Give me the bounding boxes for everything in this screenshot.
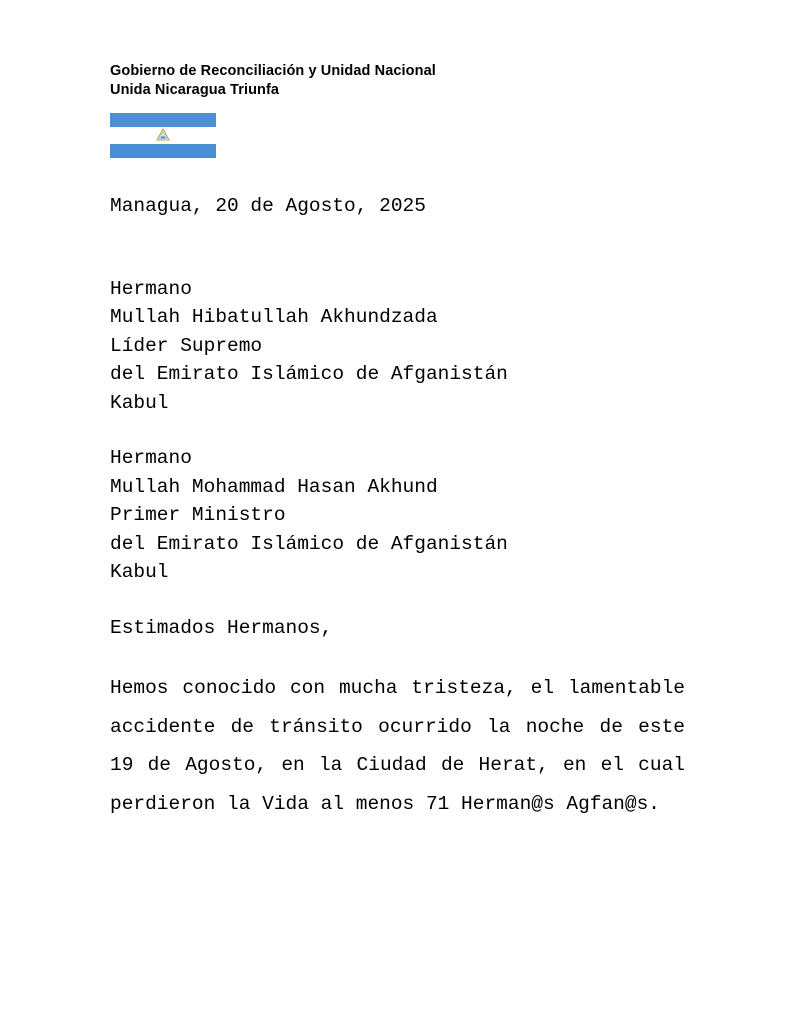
nicaragua-flag-icon [110, 113, 216, 158]
addressee-1-city: Kabul [110, 391, 169, 414]
flag-emblem-icon [156, 128, 171, 142]
addressee-1-title: Líder Supremo [110, 334, 263, 357]
letterhead-line-1: Gobierno de Reconciliación y Unidad Nacional [110, 63, 436, 79]
addressee-2-salutation: Hermano [110, 447, 192, 469]
paragraph-1 [110, 669, 685, 823]
dateline-text: Managua, 20 de Agosto, 2025 [110, 195, 426, 217]
flag-stripe-bottom [110, 144, 216, 158]
letter-body [110, 192, 690, 823]
addressee-2-name: Mullah Mohammad Hasan Akhund [110, 475, 438, 498]
document-content [110, 62, 690, 823]
addressee-block-2 [110, 444, 690, 587]
addressee-block-1 [110, 275, 690, 418]
greeting [110, 614, 690, 643]
addressee-1-organization: del Emirato Islámico de Afganistán [110, 363, 508, 385]
paragraph-1-text: Hemos conocido con mucha tristeza, el lamentable accidente de tránsito ocurrido la noche de este 19 de Agosto, en la Ciudad de Herat, en el cual perdieron la Vida al menos 71 Herman@s Agfan@s. [110, 677, 685, 815]
addressee-1-salutation: Hermano [110, 277, 192, 300]
flag-stripe-top [110, 113, 216, 127]
letterhead-line-2: Unida Nicaragua Triunfa [110, 82, 280, 98]
addressee-2-title: Primer Ministro [110, 504, 286, 526]
addressee-1-name: Mullah Hibatullah Akhundzada [110, 306, 438, 328]
addressee-2-city: Kabul [110, 561, 169, 583]
dateline [110, 192, 690, 221]
spacer-1 [110, 248, 690, 275]
addressee-2-organization: del Emirato Islámico de Afganistán [110, 532, 508, 555]
letterhead [110, 62, 690, 100]
greeting-text: Estimados Hermanos, [110, 616, 333, 639]
